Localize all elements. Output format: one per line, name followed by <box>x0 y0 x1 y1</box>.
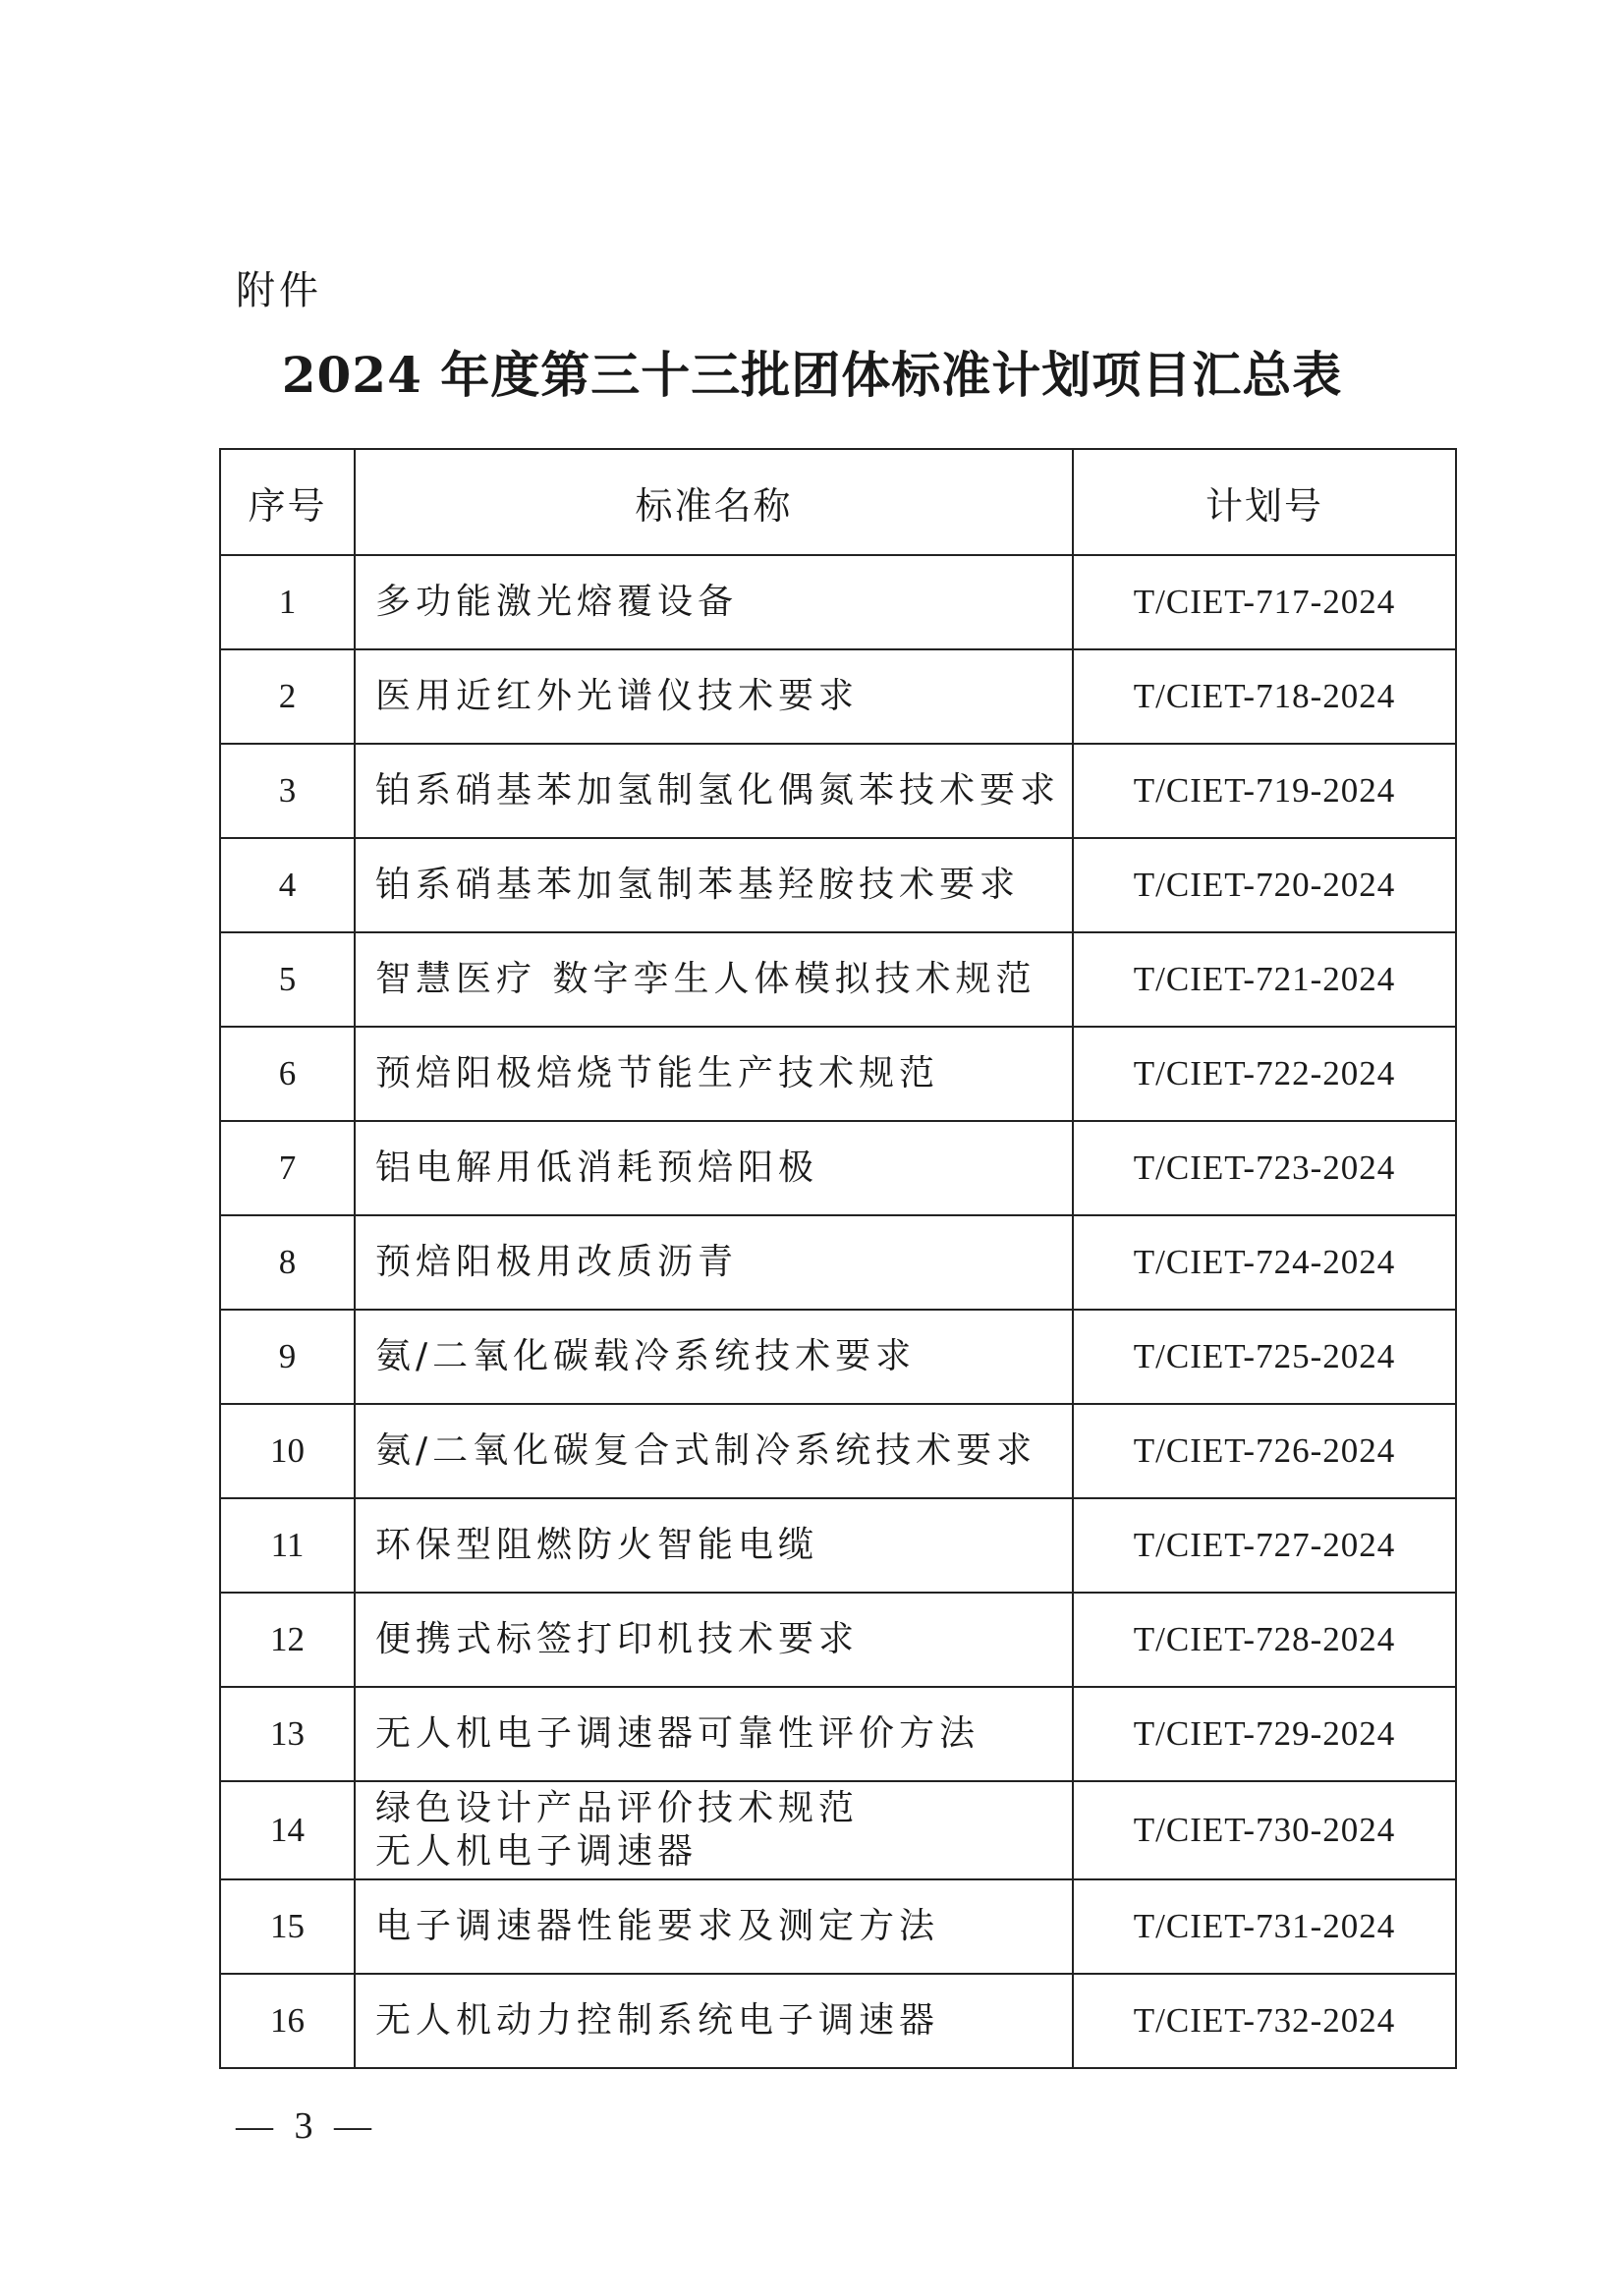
table-row <box>220 1879 1456 1974</box>
table-row <box>220 744 1456 838</box>
table-row <box>220 1027 1456 1121</box>
plan-number: T/CIET-724-2024 <box>1073 1215 1456 1310</box>
plan-number: T/CIET-730-2024 <box>1073 1781 1456 1879</box>
standard-name: 铂系硝基苯加氢制氢化偶氮苯技术要求 <box>355 744 1073 838</box>
table-row <box>220 555 1456 649</box>
row-index: 14 <box>220 1781 355 1879</box>
row-index: 11 <box>220 1498 355 1593</box>
row-index: 15 <box>220 1879 355 1974</box>
table-row <box>220 1974 1456 2068</box>
row-index: 16 <box>220 1974 355 2068</box>
row-index: 5 <box>220 932 355 1027</box>
table-row <box>220 932 1456 1027</box>
table-header-row <box>220 449 1456 555</box>
plan-number: T/CIET-728-2024 <box>1073 1593 1456 1687</box>
row-index: 13 <box>220 1687 355 1781</box>
standard-name-line: 绿色设计产品评价技术规范 <box>375 1788 860 1828</box>
standard-name: 预焙阳极用改质沥青 <box>355 1215 1073 1310</box>
row-index: 8 <box>220 1215 355 1310</box>
row-index: 12 <box>220 1593 355 1687</box>
table-row <box>220 1310 1456 1404</box>
plan-number: T/CIET-723-2024 <box>1073 1121 1456 1215</box>
standard-name: 便携式标签打印机技术要求 <box>355 1593 1073 1687</box>
standard-name: 无人机电子调速器可靠性评价方法 <box>355 1687 1073 1781</box>
table-row <box>220 1121 1456 1215</box>
column-header-index: 序号 <box>220 449 355 555</box>
standard-name: 智慧医疗 数字孪生人体模拟技术规范 <box>355 932 1073 1027</box>
column-header-name: 标准名称 <box>355 449 1073 555</box>
plan-number: T/CIET-729-2024 <box>1073 1687 1456 1781</box>
standard-name-line: 无人机电子调速器 <box>375 1831 699 1872</box>
table-row <box>220 1593 1456 1687</box>
table-row <box>220 1215 1456 1310</box>
standards-summary-table <box>219 448 1457 2069</box>
standard-name: 医用近红外光谱仪技术要求 <box>355 649 1073 744</box>
plan-number: T/CIET-725-2024 <box>1073 1310 1456 1404</box>
plan-number: T/CIET-731-2024 <box>1073 1879 1456 1974</box>
table-row <box>220 649 1456 744</box>
plan-number: T/CIET-727-2024 <box>1073 1498 1456 1593</box>
table-row <box>220 1687 1456 1781</box>
row-index: 7 <box>220 1121 355 1215</box>
standard-name: 铝电解用低消耗预焙阳极 <box>355 1121 1073 1215</box>
standard-name: 铂系硝基苯加氢制苯基羟胺技术要求 <box>355 838 1073 932</box>
plan-number: T/CIET-720-2024 <box>1073 838 1456 932</box>
plan-number: T/CIET-722-2024 <box>1073 1027 1456 1121</box>
standard-name: 环保型阻燃防火智能电缆 <box>355 1498 1073 1593</box>
standard-name: 预焙阳极焙烧节能生产技术规范 <box>355 1027 1073 1121</box>
attachment-label: 附件 <box>236 268 322 313</box>
row-index: 2 <box>220 649 355 744</box>
table-row <box>220 1404 1456 1498</box>
plan-number: T/CIET-726-2024 <box>1073 1404 1456 1498</box>
standard-name: 无人机动力控制系统电子调速器 <box>355 1974 1073 2068</box>
plan-number: T/CIET-719-2024 <box>1073 744 1456 838</box>
standard-name: 氨/二氧化碳复合式制冷系统技术要求 <box>355 1404 1073 1498</box>
plan-number: T/CIET-732-2024 <box>1073 1974 1456 2068</box>
page-number: — 3 — <box>236 2105 377 2147</box>
table-row <box>220 1781 1456 1879</box>
table-row <box>220 838 1456 932</box>
standard-name: 多功能激光熔覆设备 <box>355 555 1073 649</box>
standard-name <box>355 1781 1073 1879</box>
row-index: 6 <box>220 1027 355 1121</box>
row-index: 1 <box>220 555 355 649</box>
standard-name: 电子调速器性能要求及测定方法 <box>355 1879 1073 1974</box>
row-index: 4 <box>220 838 355 932</box>
plan-number: T/CIET-718-2024 <box>1073 649 1456 744</box>
plan-number: T/CIET-717-2024 <box>1073 555 1456 649</box>
document-title: 2024 年度第三十三批团体标准计划项目汇总表 <box>281 346 1343 404</box>
table-row <box>220 1498 1456 1593</box>
row-index: 10 <box>220 1404 355 1498</box>
row-index: 9 <box>220 1310 355 1404</box>
plan-number: T/CIET-721-2024 <box>1073 932 1456 1027</box>
column-header-plan: 计划号 <box>1073 449 1456 555</box>
row-index: 3 <box>220 744 355 838</box>
standard-name: 氨/二氧化碳载冷系统技术要求 <box>355 1310 1073 1404</box>
